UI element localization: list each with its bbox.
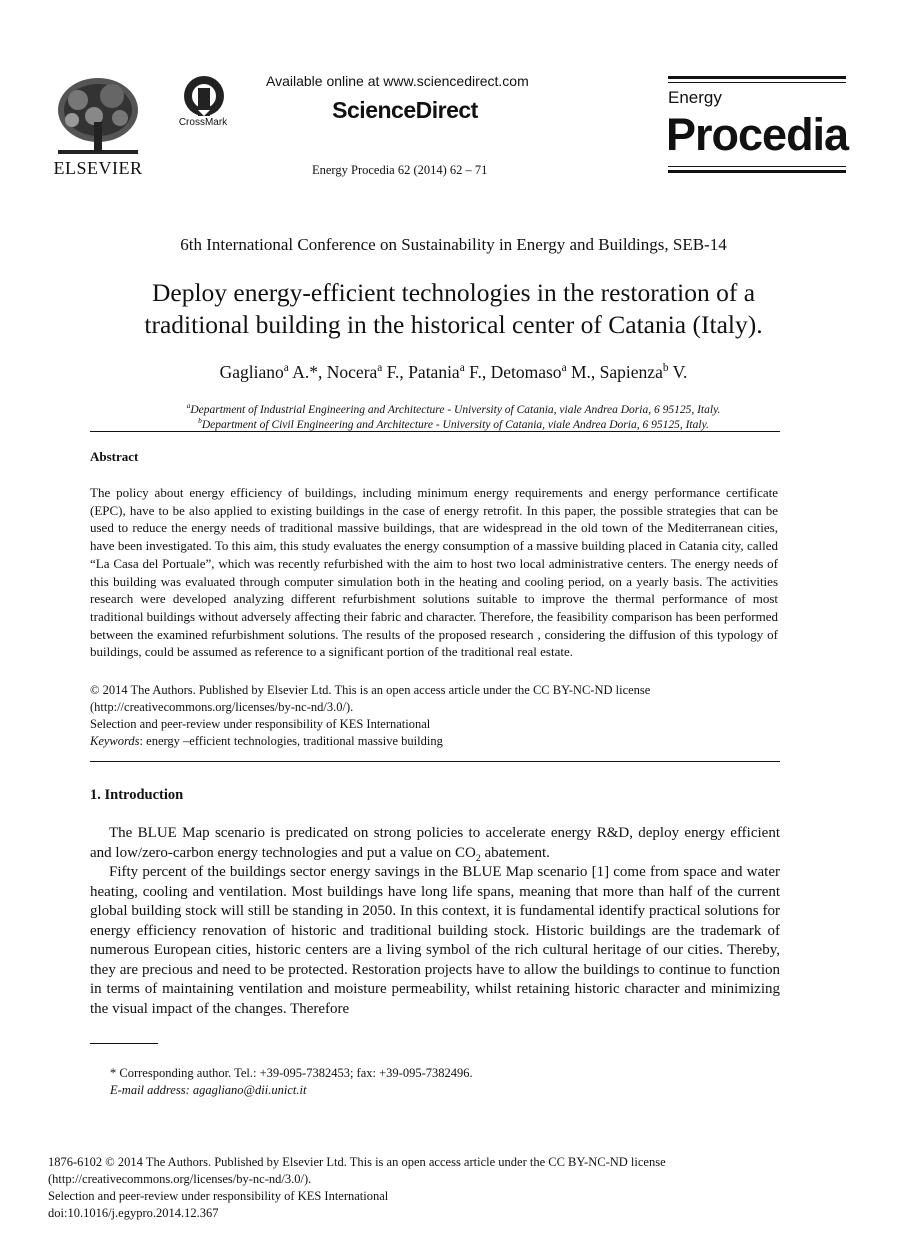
journal-logo-rule: [668, 76, 846, 79]
author-name: Patania: [408, 362, 460, 382]
subscript: 2: [475, 852, 481, 864]
copyright-notice: © 2014 The Authors. Published by Elsevier Ltd. This is an open access article under the CC BY-NC-ND license: [90, 683, 651, 697]
footnote-divider: [90, 1043, 158, 1044]
author-initial: A.*,: [288, 362, 327, 382]
journal-logo-rule: [668, 170, 846, 173]
title-line: traditional building in the historical center of Catania (Italy).: [144, 310, 763, 339]
affiliation-marker: a: [186, 401, 191, 410]
author-list: [0, 362, 907, 383]
paragraph: Fifty percent of the buildings sector energy savings in the BLUE Map scenario [1] come from space and water heating, cooling and ventilation. Most buildings have long life spans, meaning that more than half of the current global building stock will still be standing in 2050. In this context, it is fundamental identify practical solutions for energy efficiency renovation of historic and traditional building stock. Historic buildings are the trademark of numerous European cities, historic centers are a living symbol of the rich cultural heritage of our cities. Thereby, they are precious and need to be protected. Restoration projects have to allow the buildings to continue to function in terms of maintaining ventilation and moisture permeability, whilst retaining historic character and minimizing the visual impact of the changes. Therefore: [90, 864, 780, 1017]
license-link[interactable]: (http://creativecommons.org/licenses/by-nc-nd/3.0/).: [90, 700, 354, 714]
affiliation-text: Department of Civil Engineering and Architecture - University of Catania, viale Andrea Doria, 6 95125, Italy.: [201, 418, 709, 431]
peer-review-note: Selection and peer-review under responsibility of KES International: [48, 1189, 389, 1203]
paragraph-text: abatement.: [480, 844, 550, 861]
journal-logo-procedia: Procedia: [666, 109, 849, 160]
divider: [90, 431, 780, 432]
affiliation-a: [0, 401, 907, 416]
email-address[interactable]: E-mail address: agagliano@dii.unict.it: [110, 1083, 307, 1097]
author-initial: F.,: [382, 362, 409, 382]
sciencedirect-logo[interactable]: ScienceDirect: [332, 97, 478, 123]
journal-reference: Energy Procedia 62 (2014) 62 – 71: [312, 163, 488, 177]
affiliation-b: [0, 416, 907, 431]
author-initial: M.,: [566, 362, 600, 382]
affiliation-marker: b: [198, 416, 202, 425]
keywords-label: Keywords: [90, 734, 140, 748]
affiliation-marker: a: [283, 362, 289, 375]
section-heading: 1. Introduction: [90, 787, 184, 803]
journal-logo-energy: Energy: [668, 88, 722, 107]
keywords: [90, 734, 443, 749]
title-line: Deploy energy-efficient technologies in the restoration of a: [151, 278, 756, 307]
conference-name: 6th International Conference on Sustainability in Energy and Buildings, SEB-14: [180, 235, 727, 254]
issn-copyright: 1876-6102 © 2014 The Authors. Published by Elsevier Ltd. This is an open access article under the CC BY-NC-ND license: [48, 1155, 666, 1169]
author-name: Sapienza: [599, 362, 663, 382]
affiliation-text: Department of Industrial Engineering and Architecture - University of Catania, viale Andrea Doria, 6 95125, Italy.: [190, 403, 721, 416]
author-initial: V.: [668, 362, 688, 382]
affiliation-marker: b: [662, 362, 669, 375]
paragraph: [90, 824, 780, 868]
affiliation-marker: a: [459, 362, 465, 375]
crossmark-label: CrossMark: [178, 117, 228, 128]
license-link[interactable]: (http://creativecommons.org/licenses/by-nc-nd/3.0/).: [48, 1172, 312, 1186]
publisher-name: ELSEVIER: [53, 158, 143, 178]
author-name: Detomaso: [490, 362, 562, 382]
corresponding-author-note: * Corresponding author. Tel.: +39-095-7382453; fax: +39-095-7382496.: [110, 1066, 473, 1080]
peer-review-note: Selection and peer-review under responsibility of KES International: [90, 717, 431, 731]
journal-logo-rule: [668, 82, 846, 83]
doi[interactable]: doi:10.1016/j.egypro.2014.12.367: [48, 1206, 219, 1220]
author-name: Gagliano: [219, 362, 284, 382]
journal-logo-rule: [668, 166, 846, 167]
available-online-link[interactable]: Available online at www.sciencedirect.com: [266, 73, 529, 89]
abstract-body: The policy about energy efficiency of buildings, including minimum energy requirements and energy performance certificate (EPC), have to be also applied to existing buildings in the case of energy retrofit. In this paper, the possible strategies that can be used to reduce the energy needs of traditional massive buildings, that are widespread in the old town of the Mediterranean cities, have been investigated. To this aim, this study evaluates the energy consumption of a massive building placed in Catania city, called “La Casa del Portuale”, which was recently refurbished with the aim to host two local administrative centers. The energy needs of this building was evaluated through computer simulation both in the heating and cooling period, on a yearly basis. The activities research were developed analyzing different refurbishment solutions suitable to improve the thermal performance of most traditional buildings without adversely affecting their fabric and character. Therefore, the feasibility comparison has been performed between the examined refurbishment solutions. The results of the proposed research , considering the diffusion of this typology of buildings, could be assumed as reference to a significant portion of the traditional real estate.: [90, 485, 778, 660]
paragraph-text: The BLUE Map scenario is predicated on strong policies to accelerate energy R&D, deploy energy efficient and low/zero-carbon energy technologies and put a value on CO: [90, 825, 780, 861]
affiliation-marker: a: [561, 362, 567, 375]
divider: [90, 761, 780, 762]
paper-title: [60, 277, 847, 341]
abstract-heading: Abstract: [90, 449, 139, 464]
author-name: Nocera: [326, 362, 378, 382]
author-initial: F.,: [464, 362, 491, 382]
affiliation-marker: a: [377, 362, 383, 375]
keywords-text: : energy –efficient technologies, traditional massive building: [139, 734, 443, 748]
